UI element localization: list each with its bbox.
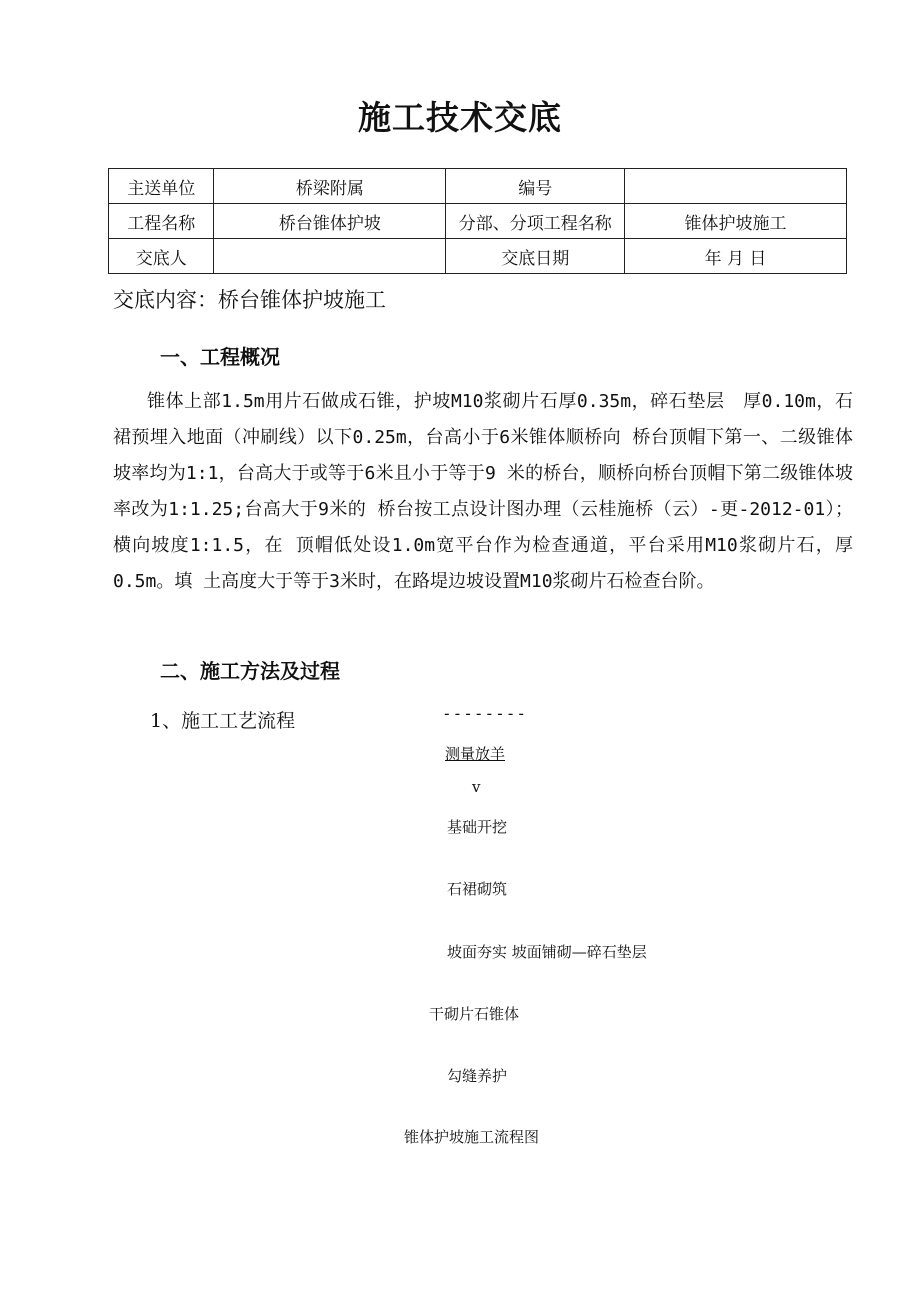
table-cell (625, 169, 847, 204)
subsection-heading-flow: 1、施工工艺流程 (150, 710, 296, 732)
table-row (109, 204, 847, 239)
content-label: 交底内容：桥台锥体护坡施工 (113, 288, 386, 312)
flow-step-dry-stone: 干砌片石锥体 (429, 1005, 520, 1023)
flow-step-slope: 坡面夯实 坡面铺砌—碎石垫层 (447, 943, 647, 961)
flow-step-pointing: 勾缝养护 (447, 1067, 508, 1085)
table-cell: 分部、分项工程名称 (446, 204, 625, 239)
table-cell (214, 239, 446, 274)
table-cell: 交底日期 (446, 239, 625, 274)
flow-step-apron: 石裙砌筑 (447, 880, 508, 898)
dash-line: -------- (442, 704, 528, 723)
flow-step-excavation: 基础开挖 (447, 818, 508, 836)
flow-caption: 锥体护坡施工流程图 (404, 1128, 540, 1146)
flow-arrow: v (472, 778, 481, 796)
table-cell: 编号 (446, 169, 625, 204)
table-cell: 年 月 日 (625, 239, 847, 274)
info-table (108, 168, 847, 274)
overview-paragraph: 锥体上部1.5m用片石做成石锥，护坡M10浆砌片石厚0.35m，碎石垫层 厚0.10m，石裙预埋入地面（冲刷线）以下0.25m，台高小于6米锥体顺桥向 桥台顶帽下第一、二级锥体坡率均为1:1，台高大于或等于6米且小于等于9 米的桥台，顺桥向桥台顶帽下第二级锥体坡率改为1:1.25;台高大于9米的 桥台按工点设计图办理（云桂施桥（云）-更-2012-01）；横向坡度1:1.5，在 顶帽低处设1.0m宽平台作为检查通道，平台采用M10浆砌片石，厚0.5m。填 土高度大于等于3米时，在路堤边坡设置M10浆砌片石检查台阶。 (113, 391, 853, 592)
table-cell: 桥梁附属 (214, 169, 446, 204)
table-cell: 桥台锥体护坡 (214, 204, 446, 239)
table-cell: 工程名称 (109, 204, 214, 239)
section-heading-overview: 一、工程概况 (160, 345, 280, 369)
page-title: 施工技术交底 (358, 98, 562, 137)
section-heading-method: 二、施工方法及过程 (160, 659, 340, 683)
table-cell: 主送单位 (109, 169, 214, 204)
table-row (109, 169, 847, 204)
flow-step-survey: 测量放羊 (445, 745, 506, 763)
table-cell: 交底人 (109, 239, 214, 274)
table-cell: 锥体护坡施工 (625, 204, 847, 239)
table-row (109, 239, 847, 274)
